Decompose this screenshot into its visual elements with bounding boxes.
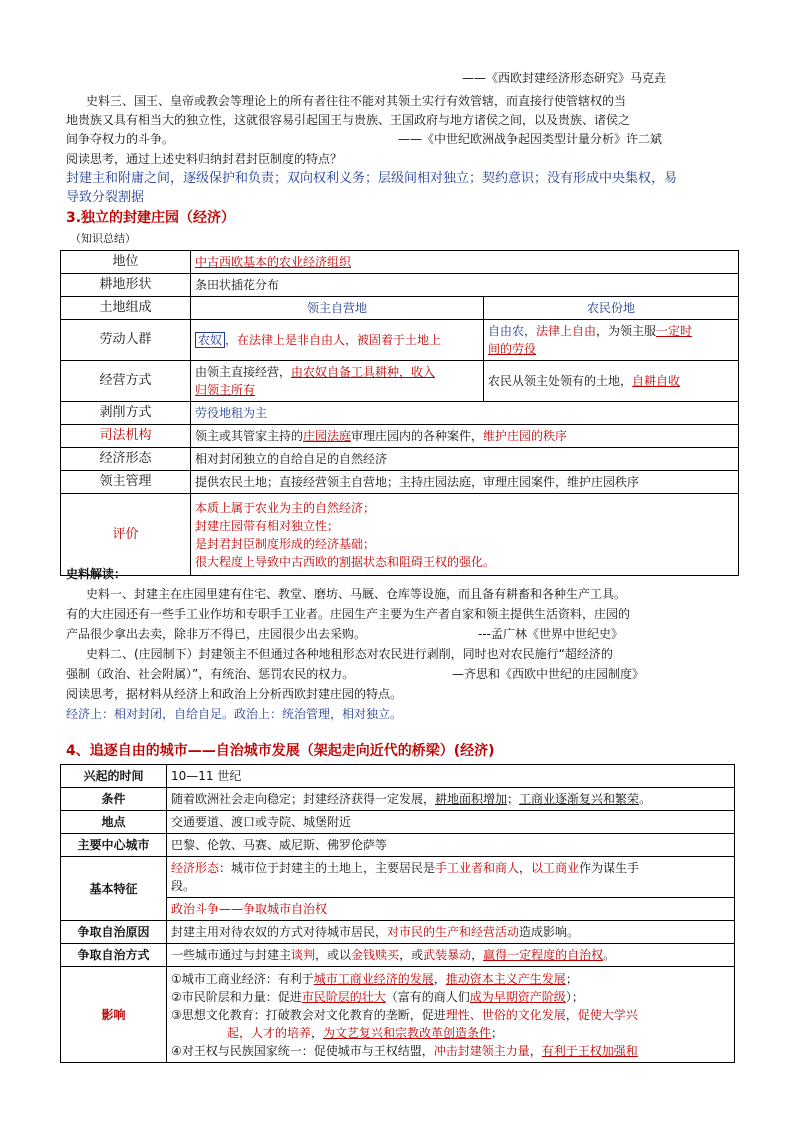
row-label: 司法机构	[61, 425, 191, 448]
text: ，	[519, 861, 532, 875]
table-row	[61, 402, 739, 425]
text: 起，人才的培养	[227, 1025, 312, 1040]
row-label: 影响	[61, 967, 167, 1063]
interp-p2-line1: 史料二、(庄园制下）封建领主不但通过各种地租形态对农民进行剥削，同时也对农民施行“超经济的	[86, 647, 613, 661]
row-label: 剥削方式	[61, 402, 191, 425]
text: 自由农，	[488, 324, 537, 338]
text: 金钱赎买	[351, 948, 400, 962]
text: 法律上自由	[536, 324, 597, 338]
manor-table	[60, 250, 739, 576]
eval-item: 是封君封臣制度形成的经济基础；	[195, 536, 376, 551]
impact-item	[171, 1024, 730, 1042]
text: 一定时	[656, 324, 693, 338]
serf-term: 农奴	[195, 332, 225, 348]
text: 耕地面积增加	[435, 792, 508, 806]
peasant-manage-cell	[484, 361, 739, 402]
text: ③思想文化教育：打破教会对文化教育的垄断，促进	[171, 1007, 446, 1022]
text: 工商业逐渐复兴和繁荣	[519, 792, 640, 806]
table-row	[61, 320, 739, 361]
text: 封建主用对待农奴的方式对待城市居民，	[171, 925, 388, 939]
text: 理性、世俗的文化发展	[445, 1007, 566, 1022]
text: 手工业者和商人	[435, 861, 520, 875]
eval-item: 本质上属于农业为主的自然经济；	[195, 500, 376, 515]
text: ；	[491, 1025, 504, 1040]
serf-desc: ，在法律上是非自由人，被固着于土地上	[225, 333, 442, 347]
row-label: 条件	[61, 788, 167, 811]
answer-1-line-1: 封建主和附庸之间，逐级保护和负责；双向权利义务；层级间相对独立；契约意识；没有形成中央集权，易	[66, 171, 678, 186]
table-row	[61, 297, 739, 320]
text: ，	[529, 1043, 542, 1058]
row-label: 地点	[61, 811, 167, 834]
text: 农民从领主处领有的土地，	[488, 374, 633, 388]
interp-p1-line2: 有的大庄园还有一些手工业作坊和专职手工业者。庄园生产主要为生产者自家和领主提供生活资料，庄园的	[66, 607, 631, 621]
lord-manage-cell	[191, 361, 484, 402]
text: 一些城市通过与封建主	[171, 948, 292, 962]
table-row	[61, 425, 739, 448]
text: 归领主所有	[195, 383, 256, 397]
text: ②市民阶层和力量：促进	[171, 989, 302, 1004]
text: ，为领主服	[596, 324, 657, 338]
evaluation-cell	[191, 494, 739, 576]
impact-item	[171, 1042, 730, 1060]
text: 由领主直接经营，	[195, 365, 292, 379]
text: 推动资本主义产生发展	[445, 971, 566, 986]
answer-2: 经济上：相对封闭，自给自足。政治上：统治管理，相对独立。	[66, 707, 403, 721]
row-label: 地位	[61, 251, 191, 274]
text: ；	[565, 971, 578, 986]
text: 。	[639, 792, 652, 806]
text: 以工商业	[531, 861, 580, 875]
text: 造成影响。	[519, 925, 580, 939]
text: 赢得一定程度的自治权	[483, 948, 604, 962]
text: ；	[507, 792, 520, 806]
table-row	[61, 361, 739, 402]
row-label: 经济形态	[61, 448, 191, 471]
row-value	[167, 788, 735, 811]
table-row	[61, 471, 739, 494]
row-value	[167, 944, 735, 967]
table-row	[61, 274, 739, 297]
row-label: 争取自治原因	[61, 921, 167, 944]
text: 随着欧洲社会走向稳定；封建经济获得一定发展，	[171, 792, 436, 806]
row-value: 10—11 世纪	[167, 765, 735, 788]
text: ，或	[399, 948, 424, 962]
eval-item: 封建庄园带有相对独立性；	[195, 518, 340, 533]
row-label: 争取自治方式	[61, 944, 167, 967]
table-row	[61, 944, 735, 967]
row-value: 交通要道、渡口或寺院、城堡附近	[167, 811, 735, 834]
material-3-line-2: 地贵族又具有相当大的独立性，这就很容易引起国王与贵族、王国政府与地方诸侯之间，以及贵族、诸侯之	[66, 113, 631, 127]
row-value: 巴黎、伦敦、马赛、威尼斯、佛罗伦萨等	[167, 834, 735, 857]
interp-p1-line1: 史料一、封建主在庄园里建有住宅、教堂、磨坊、马厩、仓库等设施，而且备有耕畜和各种生产工具。	[86, 587, 627, 601]
city-table	[60, 764, 735, 1063]
text: （富有的商人们	[385, 989, 470, 1004]
text: 作为谋生手	[579, 861, 640, 875]
row-value: 政治斗争——争取城市自治权	[167, 898, 735, 921]
section-4-title	[66, 742, 495, 760]
impact-item	[171, 1006, 730, 1024]
row-value: 条田状插花分布	[191, 274, 739, 297]
row-label: 兴起的时间	[61, 765, 167, 788]
text: 城市工商业经济的发展	[313, 971, 434, 986]
text: 间的劳役	[488, 342, 537, 356]
text: ，	[471, 948, 484, 962]
material-3-line-3: 间争夺权力的斗争。	[66, 132, 175, 146]
row-label: 基本特征	[61, 857, 167, 921]
row-label: 劳动人群	[61, 320, 191, 361]
impact-cell	[167, 967, 735, 1063]
text: 谈判	[291, 948, 316, 962]
section-3-title: 3.独立的封建庄园（经济）	[66, 210, 236, 226]
source-citation-1: ——《西欧封建经济形态研究》马克垚	[462, 71, 667, 85]
text: ①城市工商业经济：有利于	[171, 971, 314, 986]
row-value: 劳役地租为主	[191, 402, 739, 425]
row-label: 领主管理	[61, 471, 191, 494]
interp-p1-source: ---孟广林《世界中世纪史》	[478, 627, 623, 641]
text: ）；	[565, 989, 584, 1004]
text: 。	[603, 948, 616, 962]
section-3-subtitle: （知识总结）	[70, 232, 136, 245]
lord-land-header: 领主自营地	[191, 297, 484, 320]
table-row	[61, 967, 735, 1063]
table-row	[61, 765, 735, 788]
row-label: 土地组成	[61, 297, 191, 320]
table-row	[61, 811, 735, 834]
impact-item	[171, 970, 730, 988]
text: ，或以	[315, 948, 352, 962]
row-label: 经营方式	[61, 361, 191, 402]
row-label: 耕地形状	[61, 274, 191, 297]
text: 为文艺复兴和宗教改革创造条件	[323, 1025, 492, 1040]
section-4-title-b: ——自治城市发展（架起走向近代的桥梁）(经济)	[187, 743, 495, 759]
interp-p1-line3: 产品很少拿出去卖，除非万不得已，庄园很少出去采购。	[66, 627, 367, 641]
row-label: 评价	[61, 494, 191, 576]
text: 对市民的生产和经营活动	[387, 925, 520, 939]
table-row	[61, 494, 739, 576]
text: ，	[433, 971, 446, 986]
text: 成为早期资产阶级	[469, 989, 566, 1004]
peasant-land-header: 农民份地	[484, 297, 739, 320]
row-value: 中古西欧基本的农业经济组织	[191, 251, 739, 274]
row-value	[167, 857, 735, 898]
table-row	[61, 921, 735, 944]
text: 冲击封建领主力量	[433, 1043, 530, 1058]
text: ，	[311, 1025, 324, 1040]
source-citation-2: ——《中世纪欧洲战争起因类型计量分析》许二斌	[398, 132, 663, 146]
text: 领主或其管家主持的	[195, 429, 304, 443]
text: 审理庄园内的各种案件，	[351, 429, 484, 443]
text: 武装暴动	[423, 948, 472, 962]
text: ：城市位于封建主的土地上，主要居民是	[219, 861, 436, 875]
table-row	[61, 788, 735, 811]
text: ④对王权与民族国家统一：促使城市与王权结盟，	[171, 1043, 434, 1058]
material-3-line-1: 史料三、国王、皇帝或教会等理论上的所有者往往不能对其领土实行有效管辖，而直接行使管辖权的当	[86, 94, 627, 108]
table-row	[61, 251, 739, 274]
eval-item: 很大程度上导致中古西欧的割据状态和阻碍王权的强化。	[195, 554, 496, 569]
interp-p2-line2: 强制（政治、社会附属）”，有统治、惩罚农民的权力。	[66, 667, 355, 681]
interp-p2-source: —齐思和《西欧中世纪的庄园制度》	[452, 667, 645, 681]
text: 段。	[171, 879, 196, 893]
text: 庄园法庭	[303, 429, 352, 443]
text: 市民阶层的壮大	[301, 989, 386, 1004]
answer-1-line-2: 导致分裂割据	[66, 190, 145, 205]
lord-labor-cell	[191, 320, 484, 361]
question-1: 阅读思考，通过上述史料归纳封君封臣制度的特点？	[66, 152, 343, 166]
text: 自耕自收	[632, 374, 681, 388]
text: 促使大学兴	[577, 1007, 638, 1022]
text: 有利于王权加强和	[541, 1043, 638, 1058]
table-row	[61, 448, 739, 471]
row-value	[191, 425, 739, 448]
section-4-title-a: 4、追逐自由的城市	[66, 743, 188, 759]
impact-item	[171, 988, 730, 1006]
table-row	[61, 857, 735, 898]
text: 经济形态	[171, 861, 220, 875]
question-2: 阅读思考，据材料从经济上和政治上分析西欧封建庄园的特点。	[66, 687, 403, 701]
peasant-labor-cell	[484, 320, 739, 361]
text: 维护庄园的秩序	[483, 429, 568, 443]
text: ，	[565, 1007, 578, 1022]
row-label: 主要中心城市	[61, 834, 167, 857]
row-value: 提供农民土地；直接经营领主自营地；主持庄园法庭，审理庄园案件，维护庄园秩序	[191, 471, 739, 494]
interp-title: 史料解读：	[66, 567, 127, 581]
row-value	[167, 921, 735, 944]
text: 由农奴自备工具耕种，收入	[291, 365, 436, 379]
table-row	[61, 834, 735, 857]
row-value: 相对封闭独立的自给自足的自然经济	[191, 448, 739, 471]
